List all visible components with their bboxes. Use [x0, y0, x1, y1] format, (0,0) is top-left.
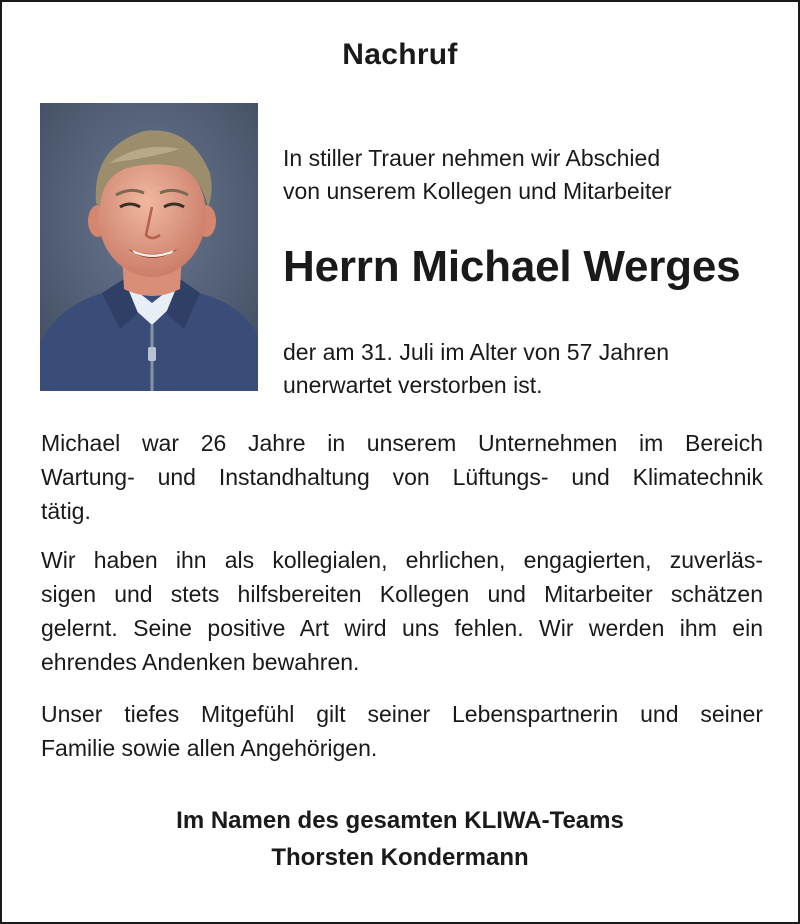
portrait-photo — [40, 103, 258, 391]
paragraph-line: Familie sowie allen Angehörigen. — [41, 735, 378, 761]
signature-block — [2, 802, 798, 876]
paragraph-career — [41, 426, 763, 528]
paragraph-line: tätig. — [41, 498, 91, 524]
notice-title: Nachruf — [342, 38, 458, 71]
paragraph-condolence — [41, 697, 763, 765]
death-details — [283, 336, 669, 402]
paragraph-line: Unser tiefes Mitgefühl gilt seiner Lebenspartnerin und seiner — [41, 701, 763, 727]
intro-line: In stiller Trauer nehmen wir Abschied — [283, 145, 661, 171]
paragraph-line: Michael war 26 Jahre in unserem Unternehmen im Bereich — [41, 430, 763, 456]
paragraph-line: Wir haben ihn als kollegialen, ehrlichen, engagierten, zuverläs- — [41, 547, 763, 573]
death-line: der am 31. Juli im Alter von 57 Jahren — [283, 339, 670, 365]
death-line: unerwartet verstorben ist. — [283, 372, 543, 398]
paragraph-line: sigen und stets hilfsbereiten Kollegen und Mitarbeiter schätzen — [41, 581, 763, 607]
paragraph-line: Wartung- und Instandhaltung von Lüftungs- und Klimatechnik — [41, 464, 763, 490]
intro-line: von unserem Kollegen und Mitarbeiter — [283, 178, 672, 204]
signature-person: Thorsten Kondermann — [271, 844, 529, 871]
intro-text — [283, 142, 672, 208]
paragraph-tribute — [41, 543, 763, 679]
deceased-name: Herrn Michael Werges — [283, 242, 741, 291]
paragraph-line: ehrendes Andenken bewahren. — [41, 649, 360, 675]
paragraph-line: gelernt. Seine positive Art wird uns fehlen. Wir werden ihm ein — [41, 615, 763, 641]
signature-team: Im Namen des gesamten KLIWA-Teams — [176, 807, 624, 834]
